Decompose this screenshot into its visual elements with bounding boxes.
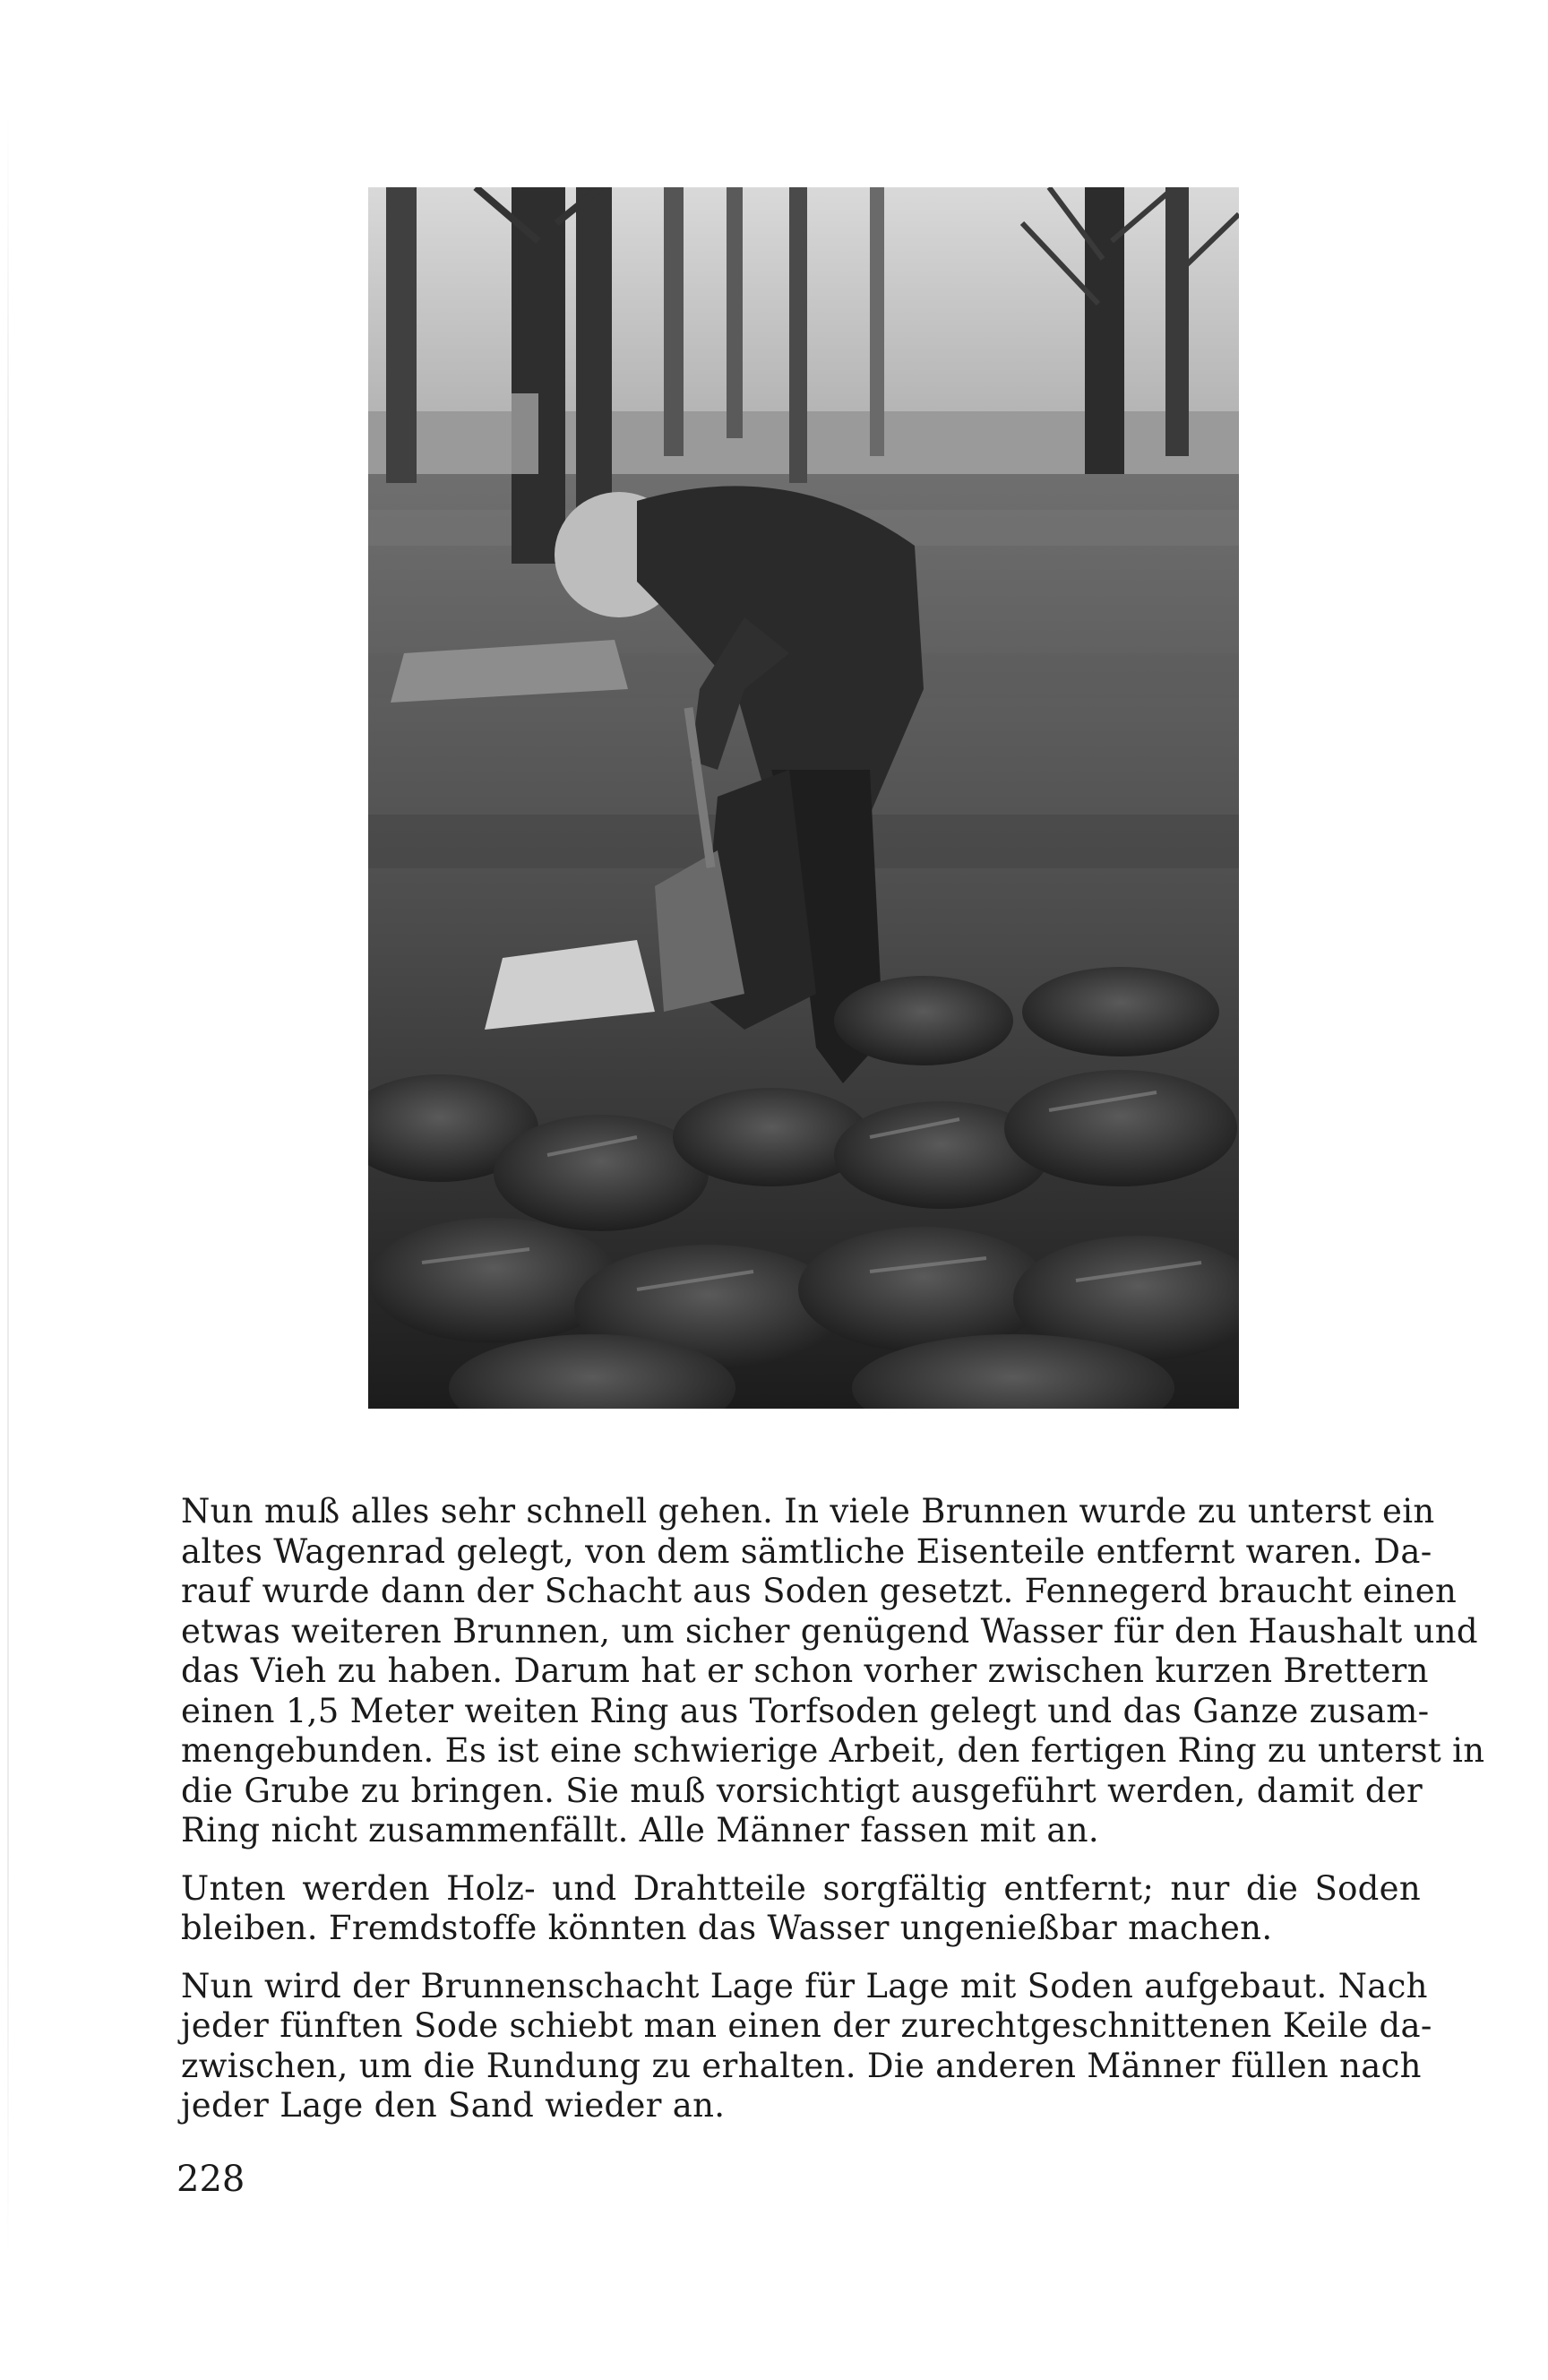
text-line: bleiben. Fremdstoffe könnten das Wasser ungenießbar machen. (181, 1909, 1273, 1947)
text-line: einen 1,5 Meter weiten Ring aus Torfsoden gelegt und das Ganze zusam- (181, 1691, 1430, 1730)
text-line: etwas weiteren Brunnen, um sicher genügend Wasser für den Haushalt und (181, 1611, 1478, 1651)
text-line: das Vieh zu haben. Darum hat er schon vorher zwischen kurzen Brettern (181, 1651, 1429, 1690)
paragraph-3 (181, 1966, 1432, 2126)
paragraph-2 (181, 1869, 1421, 1949)
text-line: mengebunden. Es ist eine schwierige Arbeit, den fertigen Ring zu unterst in (181, 1731, 1485, 1770)
text-line: die Grube zu bringen. Sie muß vorsichtigt ausgeführt werden, damit der (181, 1771, 1423, 1810)
text-line: altes Wagenrad gelegt, von dem sämtliche Eisenteile entfernt waren. Da- (181, 1531, 1432, 1571)
text-line: Nun muß alles sehr schnell gehen. In viele Brunnen wurde zu unterst ein (181, 1492, 1435, 1531)
paragraph-1 (181, 1492, 1485, 1851)
text-line: zwischen, um die Rundung zu erhalten. Die anderen Männer füllen nach (181, 2046, 1422, 2085)
page-number: 228 (176, 2159, 245, 2200)
text-line: rauf wurde dann der Schacht aus Soden gesetzt. Fennegerd braucht einen (181, 1572, 1458, 1610)
text-line: jeder fünften Sode schiebt man einen der zurechtgeschnittenen Keile da- (181, 2006, 1432, 2045)
text-line: Unten werden Holz- und Drahtteile sorgfältig entfernt; nur die Soden (181, 1868, 1421, 1908)
page-fold-shadow (7, 108, 9, 2258)
body-text (181, 1492, 1485, 2144)
text-line: jeder Lage den Sand wieder an. (181, 2086, 726, 2125)
text-line: Nun wird der Brunnenschacht Lage für Lage mit Soden aufgebaut. Nach (181, 1966, 1428, 2005)
text-line: Ring nicht zusammenfällt. Alle Männer fassen mit an. (181, 1811, 1099, 1850)
photograph-peat-cutting (368, 187, 1239, 1409)
